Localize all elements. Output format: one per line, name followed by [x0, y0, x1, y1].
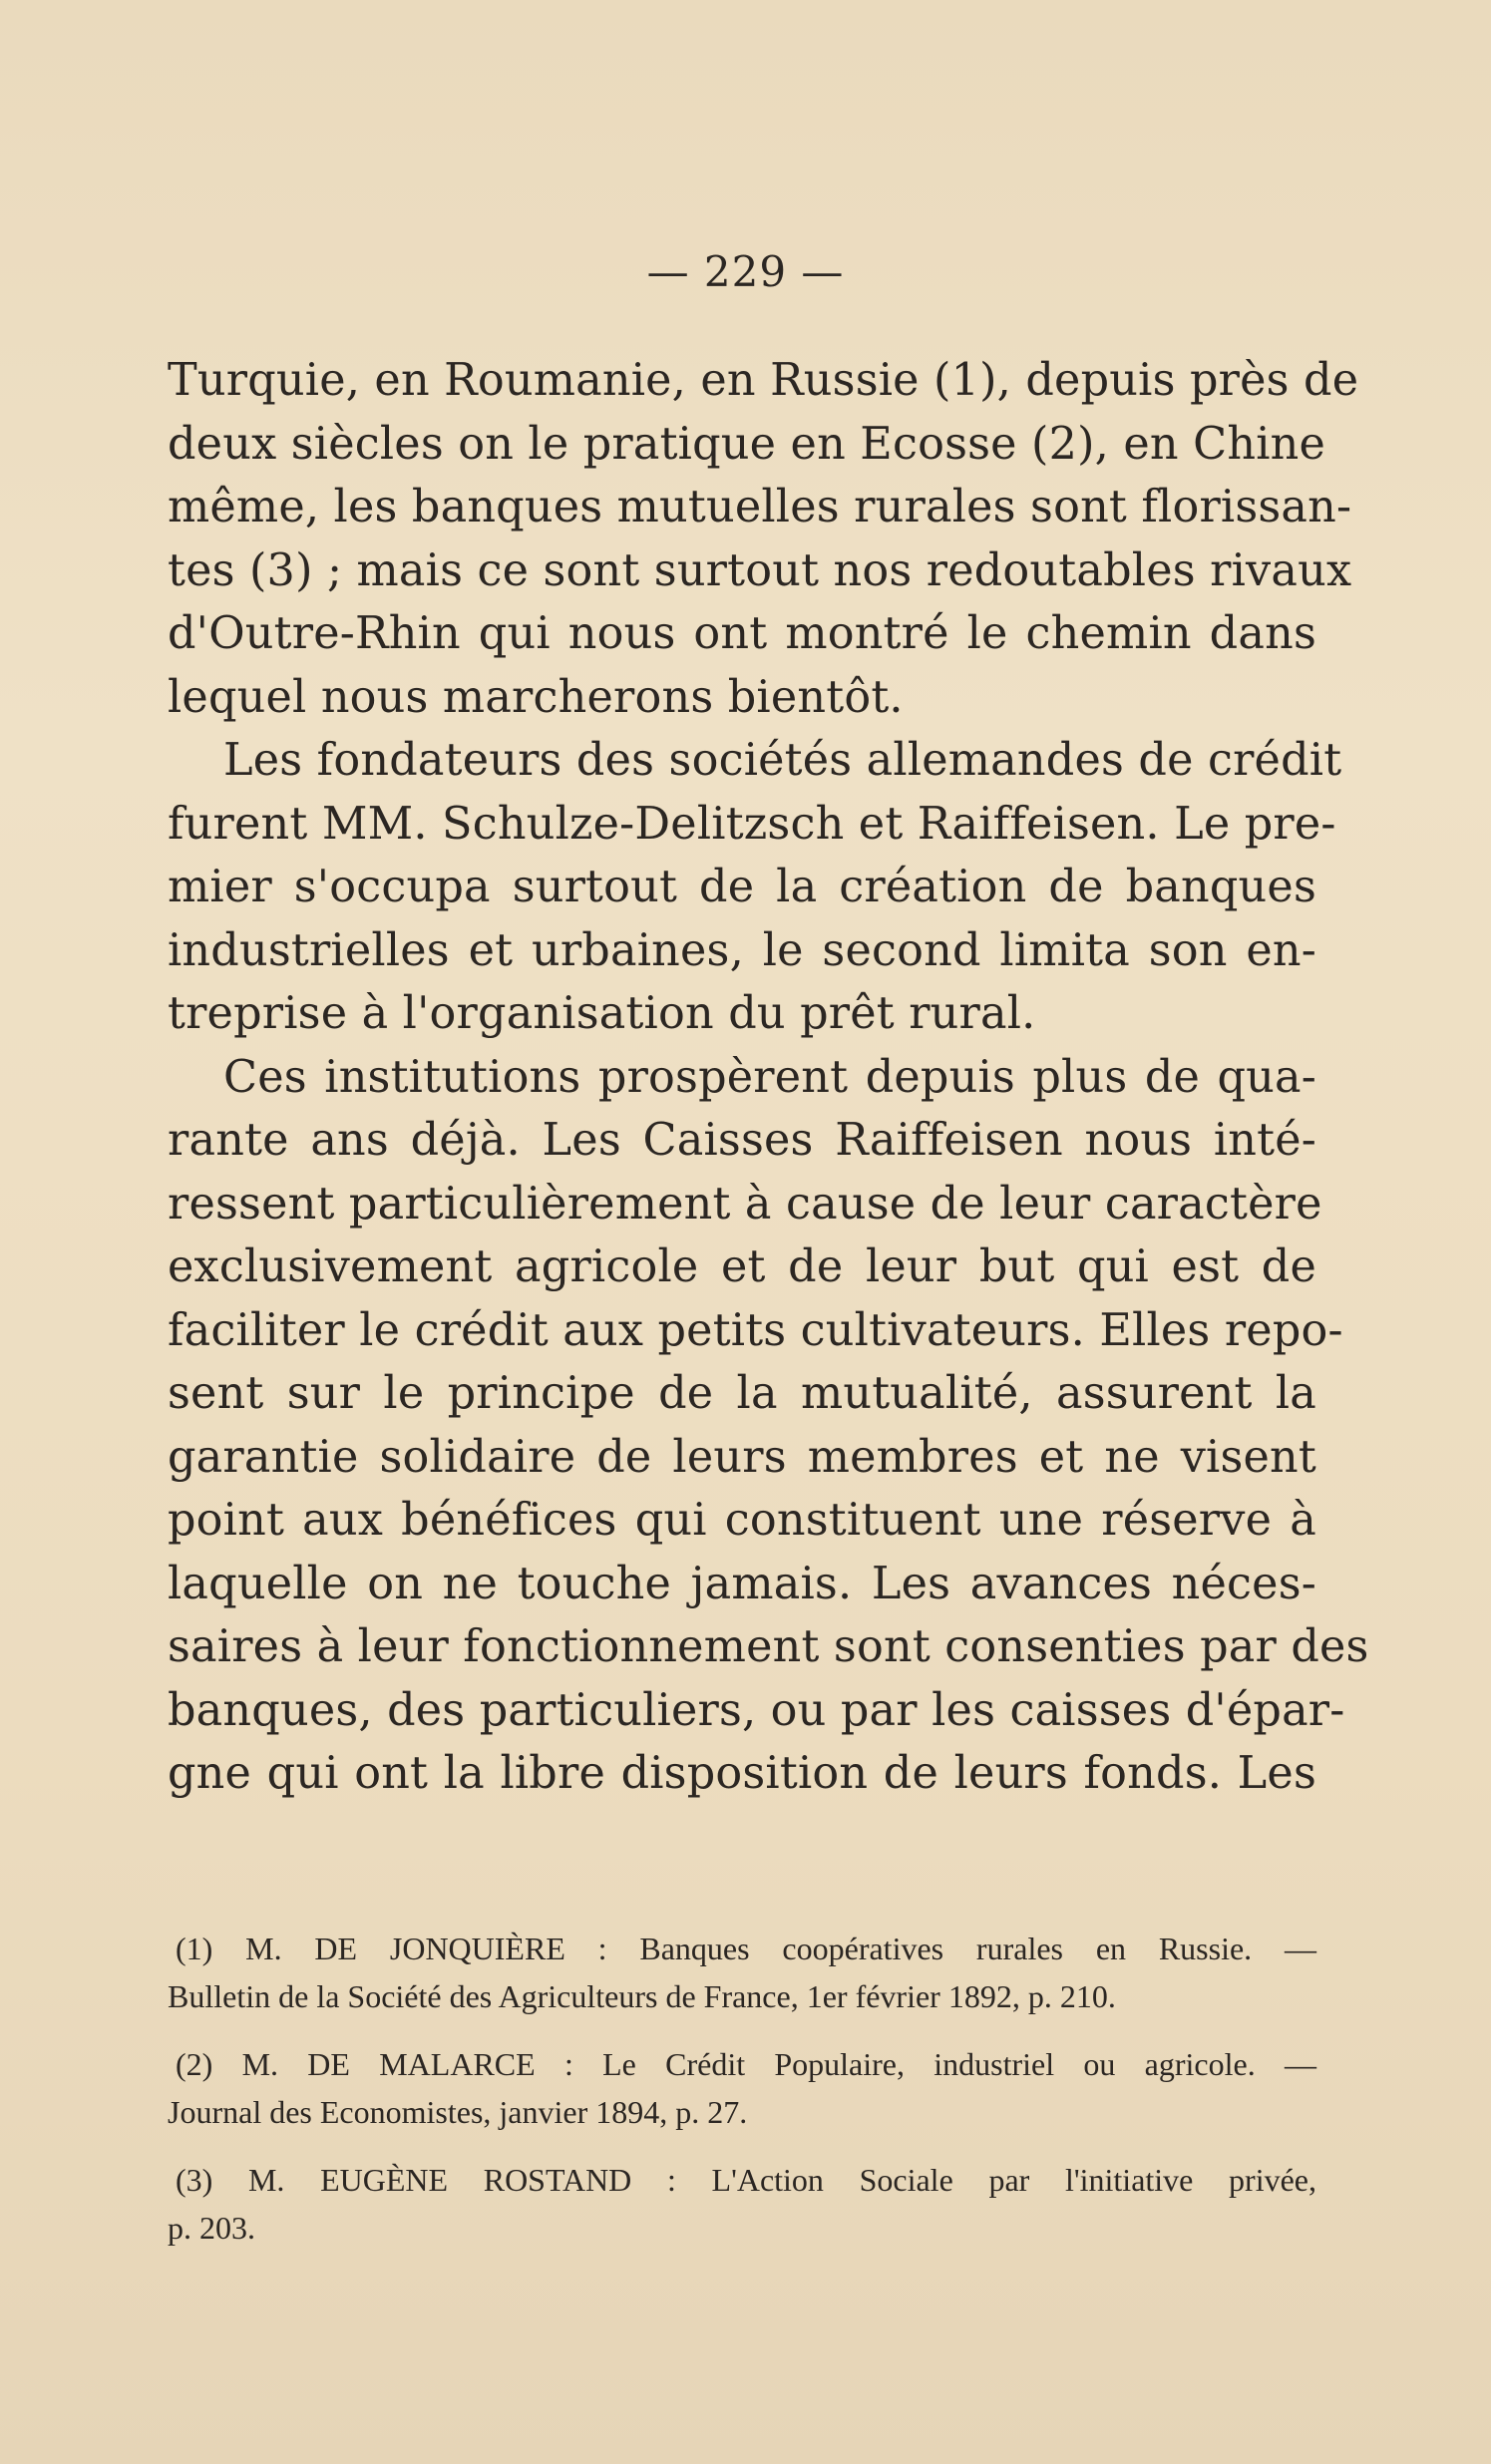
- text-line: tes (3) ; mais ce sont surtout nos redoutables rivaux: [168, 544, 1352, 596]
- text-line: treprise à l'organisation du prêt rural.: [168, 988, 1036, 1039]
- footnote-line: Journal des Economistes, janvier 1894, p. 27.: [168, 2094, 748, 2130]
- text-line: furent MM. Schulze-Delitzsch et Raiffeisen. Le pre-: [168, 798, 1336, 850]
- body-text: [168, 349, 1369, 1806]
- text-line: industrielles et urbaines, le second limita son en-: [168, 924, 1316, 976]
- footnote-2: [168, 2040, 1316, 2136]
- text-line: gne qui ont la libre disposition de leurs fonds. Les: [168, 1748, 1316, 1799]
- text-line: d'Outre-Rhin qui nous ont montré le chemin dans: [168, 608, 1316, 659]
- text-line: même, les banques mutuelles rurales sont florissan-: [168, 482, 1352, 532]
- page-number: — 229 —: [646, 247, 845, 296]
- footnote-line: p. 203.: [168, 2210, 255, 2246]
- footnote-line: (2) M. DE MALARCE : Le Crédit Populaire, industriel ou agricole. —: [176, 2046, 1316, 2082]
- text-line: point aux bénéfices qui constituent une réserve à: [168, 1495, 1316, 1546]
- text-line: deux siècles on le pratique en Ecosse (2), en Chine: [168, 418, 1326, 470]
- text-line: garantie solidaire de leurs membres et ne visent: [168, 1431, 1316, 1483]
- footnotes: [168, 1925, 1316, 2252]
- text-line: saires à leur fonctionnement sont consenties par des: [168, 1621, 1369, 1672]
- text-line: ressent particulièrement à cause de leur caractère: [168, 1178, 1322, 1230]
- footnote-3: [168, 2156, 1316, 2252]
- text-line: exclusivement agricole et de leur but qui est de: [168, 1241, 1316, 1292]
- footnote-line: (3) M. EUGÈNE ROSTAND : L'Action Sociale par l'initiative privée,: [176, 2162, 1316, 2198]
- text-line: mier s'occupa surtout de la création de banques: [168, 862, 1316, 912]
- text-line: Ces institutions prospèrent depuis plus de qua-: [223, 1051, 1316, 1103]
- text-line: Turquie, en Roumanie, en Russie (1), depuis près de: [168, 355, 1359, 406]
- footnote-line: (1) M. DE JONQUIÈRE : Banques coopératives rurales en Russie. —: [176, 1931, 1316, 1966]
- footnote-1: [168, 1925, 1316, 2020]
- text-line: Les fondateurs des sociétés allemandes de crédit: [223, 735, 1342, 786]
- text-line: rante ans déjà. Les Caisses Raiffeisen nous inté-: [168, 1115, 1316, 1166]
- text-line: banques, des particuliers, ou par les caisses d'épar-: [168, 1684, 1345, 1736]
- text-line: faciliter le crédit aux petits cultivateurs. Elles repo-: [168, 1304, 1343, 1356]
- text-line: lequel nous marcherons bientôt.: [168, 671, 904, 723]
- footnote-line: Bulletin de la Société des Agriculteurs de France, 1er février 1892, p. 210.: [168, 1978, 1116, 2014]
- text-line: sent sur le principe de la mutualité, assurent la: [168, 1368, 1316, 1419]
- text-line: laquelle on ne touche jamais. Les avances néces-: [168, 1558, 1316, 1609]
